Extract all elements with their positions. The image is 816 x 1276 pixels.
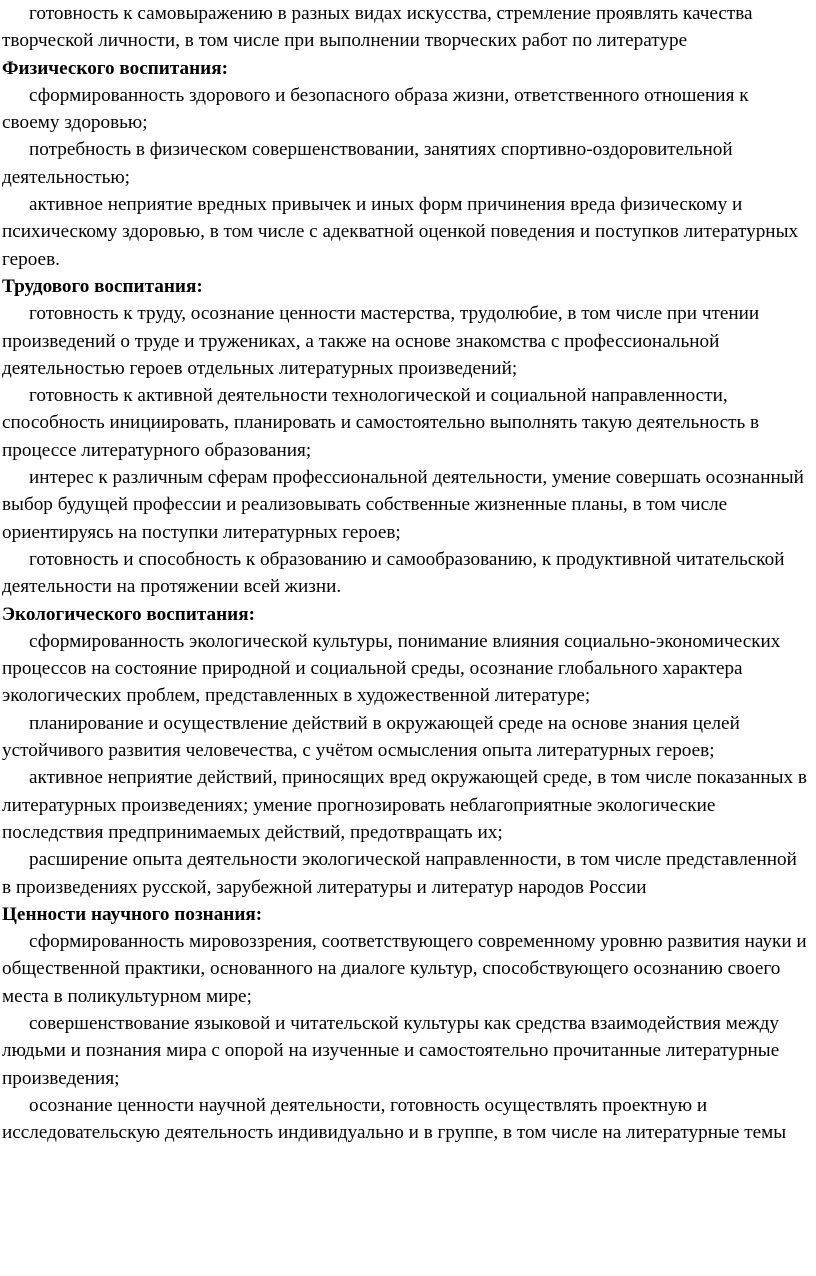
intro-paragraph: готовность к самовыражению в разных видах искусства, стремление проявлять качества творческой личности, в том числе при выполнении творческих работ по литературе	[2, 3, 753, 52]
section-scientific	[2, 901, 810, 1147]
list-item: готовность к активной деятельности технологической и социальной направленности, способность инициировать, планировать и самостоятельно выполнять такую деятельность в процессе литературного образования;	[2, 385, 760, 461]
section-heading: Трудового воспитания:	[2, 275, 203, 297]
list-item: осознание ценности научной деятельности, готовность осуществлять проектную и исследовательскую деятельность индивидуально и в группе, в том числе на литературные темы	[2, 1094, 787, 1144]
section-heading: Экологического воспитания:	[2, 603, 255, 625]
list-item: совершенствование языковой и читательской культуры как средства взаимодействия между людьми и познания мира с опорой на изученные и самостоятельно прочитанные литературные произведения;	[2, 1012, 780, 1089]
list-item: готовность к труду, осознание ценности мастерства, трудолюбие, в том числе при чтении произведений о труде и тружениках, а также на основе знакомства с профессиональной деятельностью героев отдельных литературных произведений;	[2, 303, 760, 379]
list-item: готовность и способность к образованию и самообразованию, к продуктивной читательской деятельности на протяжении всей жизни.	[2, 548, 785, 598]
section-physical	[2, 55, 810, 273]
list-item: сформированность экологической культуры, понимание влияния социально-экономических процессов на состояние природной и социальной среды, осознание глобального характера экологических проблем, представленных в художественной литературе;	[2, 630, 781, 707]
section-labor	[2, 273, 810, 601]
section-heading: Ценности научного познания:	[2, 903, 263, 925]
list-item: активное неприятие действий, приносящих вред окружающей среде, в том числе показанных в литературных произведениях; умение прогнозировать неблагоприятные экологические последствия предпринимаемых действий, предотвращать их;	[2, 767, 807, 843]
list-item: потребность в физическом совершенствовании, занятиях спортивно-оздоровительной деятельностью;	[2, 139, 733, 188]
list-item: активное неприятие вредных привычек и иных форм причинения вреда физическому и психическому здоровью, в том числе с адекватной оценкой поведения и поступков литературных героев.	[2, 194, 799, 270]
list-item: сформированность мировоззрения, соответствующего современному уровню развития науки и общественной практики, основанного на диалоге культур, способствующего осознанию своего места в поликультурном мире;	[2, 931, 807, 1007]
list-item: расширение опыта деятельности экологической направленности, в том числе представленной в произведениях русской, зарубежной литературы и литератур народов России	[2, 849, 797, 898]
list-item: планирование и осуществление действий в окружающей среде на основе знания целей устойчивого развития человечества, с учётом осмысления опыта литературных героев;	[2, 712, 740, 762]
section-heading: Физического воспитания:	[2, 57, 228, 79]
section-ecological	[2, 601, 810, 901]
list-item: интерес к различным сферам профессиональной деятельности, умение совершать осознанный выбор будущей профессии и реализовывать собственные жизненные планы, в том числе ориентируясь на поступки литературных героев;	[2, 467, 804, 543]
list-item: сформированность здорового и безопасного образа жизни, ответственного отношения к своему здоровью;	[2, 84, 749, 134]
